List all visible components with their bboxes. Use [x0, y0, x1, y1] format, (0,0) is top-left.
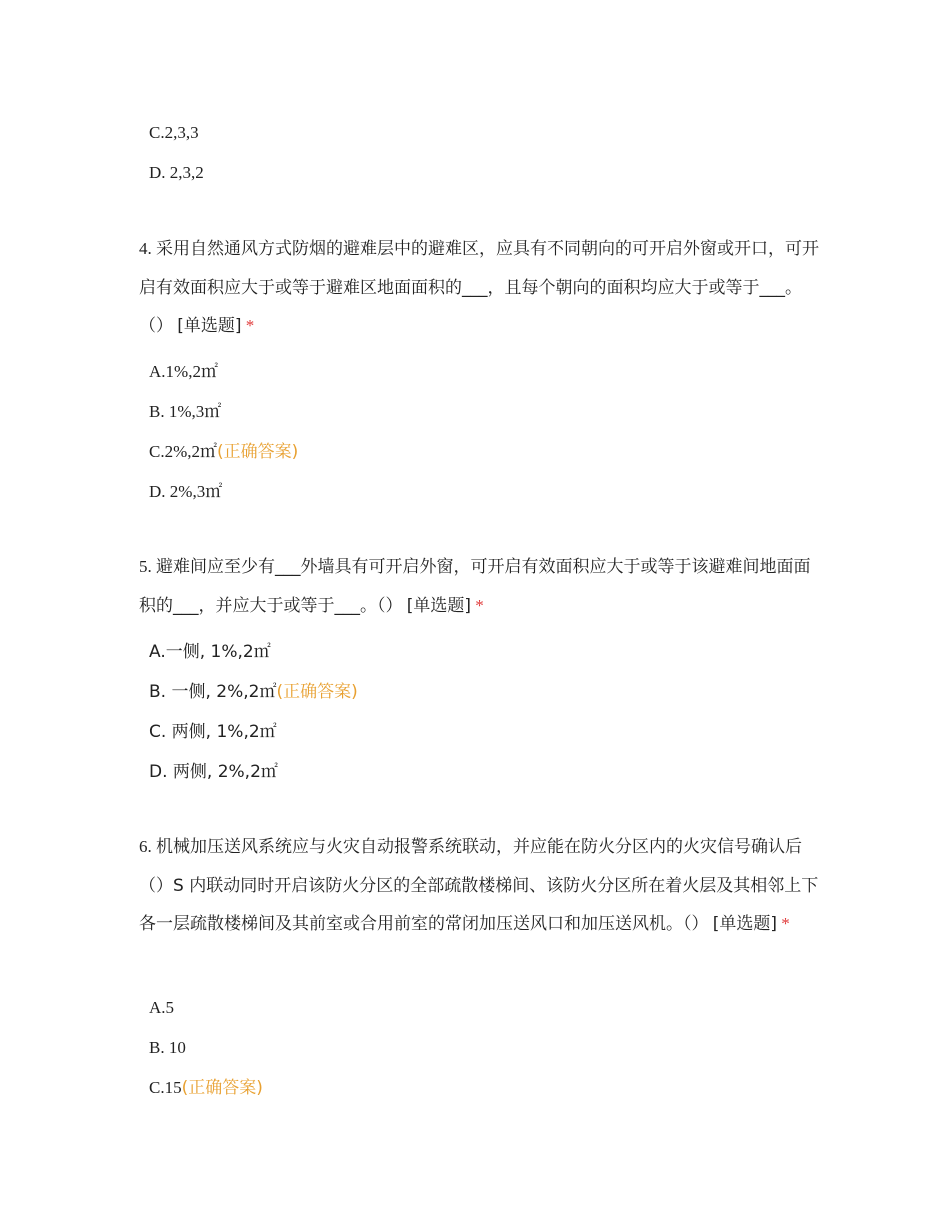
- question-5-option-b: [149, 682, 358, 702]
- question-type: [单选题]: [712, 914, 778, 934]
- question-type: [单选题]: [177, 316, 242, 336]
- option-c-prev: [149, 123, 199, 143]
- question-4-text: [139, 230, 819, 346]
- question-4-option-d: [149, 482, 222, 502]
- option-label: A.1%,2㎡: [149, 362, 218, 381]
- question-number: 5.: [139, 557, 152, 576]
- question-6-text: [139, 828, 819, 944]
- correct-answer-note: (正确答案): [276, 682, 358, 702]
- option-label: B. 10: [149, 1038, 186, 1057]
- question-6-option-a: [149, 998, 174, 1018]
- question-body: 避难间应至少有___外墙具有可开启外窗，可开启有效面积应大于或等于该避难间地面面积的___，并应大于或等于___。（）: [139, 557, 811, 616]
- question-4-option-b: [149, 402, 221, 422]
- question-number: 6.: [139, 837, 152, 856]
- question-5-option-c: [149, 722, 277, 742]
- option-label: D. 两侧, 2%,2㎡: [149, 762, 278, 782]
- option-label: B. 一侧, 2%,2㎡: [149, 682, 277, 702]
- question-4-option-a: [149, 362, 218, 382]
- question-5-option-d: [149, 762, 278, 782]
- required-mark: *: [475, 595, 484, 615]
- question-5-option-a: [149, 642, 271, 662]
- question-body: 采用自然通风方式防烟的避难层中的避难区，应具有不同朝向的可开启外窗或开口，可开启有效面积应大于或等于避难区地面面积的___，且每个朝向的面积均应大于或等于___。（）: [139, 239, 819, 336]
- option-label: D. 2,3,2: [149, 163, 204, 182]
- option-label: B. 1%,3㎡: [149, 402, 222, 421]
- option-label: C.2,3,3: [149, 123, 199, 142]
- option-label: D. 2%,3㎡: [149, 482, 223, 501]
- required-mark: *: [245, 316, 255, 335]
- correct-answer-note: (正确答案): [217, 442, 299, 462]
- question-type: [单选题]: [406, 595, 472, 616]
- option-label: A.5: [149, 998, 175, 1017]
- question-body: 机械加压送风系统应与火灾自动报警系统联动，并应能在防火分区内的火灾信号确认后（）S 内联动同时开启该防火分区的全部疏散楼梯间、该防火分区所在着火层及其相邻上下各一层疏散楼梯间及其前室或合用前室的常闭加压送风口和加压送风机。（）: [139, 837, 819, 934]
- question-6-option-b: [149, 1038, 186, 1058]
- required-mark: *: [781, 914, 790, 933]
- option-label: A.一侧, 1%,2㎡: [149, 642, 271, 662]
- question-6-option-c: [149, 1078, 263, 1098]
- correct-answer-note: (正确答案): [181, 1078, 263, 1098]
- question-4-option-c: [149, 442, 298, 462]
- option-label: C.15: [149, 1078, 182, 1097]
- question-number: 4.: [139, 239, 152, 258]
- option-label: C.2%,2㎡: [149, 442, 217, 461]
- option-label: C. 两侧, 1%,2㎡: [149, 722, 277, 742]
- option-d-prev: [149, 163, 204, 183]
- question-5-text: [139, 548, 819, 625]
